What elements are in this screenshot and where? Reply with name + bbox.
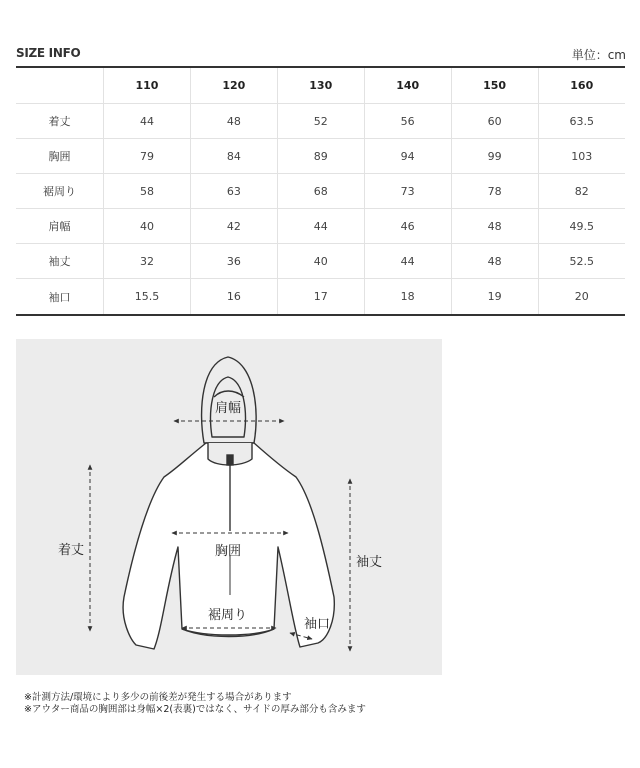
table-cell: 52.5 (538, 244, 625, 279)
cuff-label: 袖口 (304, 617, 331, 632)
table-cell: 15.5 (104, 279, 191, 316)
table-cell: 52 (277, 104, 364, 139)
size-column-header: 160 (538, 67, 625, 104)
table-cell: 40 (277, 244, 364, 279)
chest-label: 胸囲 (215, 544, 242, 559)
table-cell: 79 (104, 139, 191, 174)
table-cell: 42 (190, 209, 277, 244)
table-cell: 16 (190, 279, 277, 316)
table-cell: 60 (451, 104, 538, 139)
table-cell: 63.5 (538, 104, 625, 139)
size-info-header (16, 46, 626, 64)
shoulder-label: 肩幅 (215, 401, 242, 416)
table-cell: 58 (104, 174, 191, 209)
size-column-header: 120 (190, 67, 277, 104)
note-line: ※アウター商品の胸囲部は身幅×2(表裏)ではなく、サイドの厚み部分も含みます (24, 704, 366, 715)
row-label: 肩幅 (16, 209, 104, 244)
table-cell: 18 (364, 279, 451, 316)
table-cell: 68 (277, 174, 364, 209)
size-table (16, 66, 625, 316)
table-cell: 32 (104, 244, 191, 279)
table-cell: 44 (104, 104, 191, 139)
section-title: SIZE INFO (16, 46, 81, 60)
size-column-header: 140 (364, 67, 451, 104)
note-line: ※計測方法/環境により多少の前後差が発生する場合があります (24, 692, 292, 703)
table-cell: 17 (277, 279, 364, 316)
table-cell: 40 (104, 209, 191, 244)
size-column-header: 150 (451, 67, 538, 104)
length-label: 着丈 (58, 543, 85, 558)
table-cell: 56 (364, 104, 451, 139)
table-row (16, 174, 625, 209)
table-cell: 19 (451, 279, 538, 316)
row-label: 袖丈 (16, 244, 104, 279)
table-cell: 36 (190, 244, 277, 279)
size-column-header: 130 (277, 67, 364, 104)
table-row (16, 104, 625, 139)
row-label: 着丈 (16, 104, 104, 139)
table-cell: 94 (364, 139, 451, 174)
table-cell: 20 (538, 279, 625, 316)
row-label: 胸囲 (16, 139, 104, 174)
table-cell: 44 (277, 209, 364, 244)
header-corner-cell (16, 67, 104, 104)
table-cell: 48 (451, 244, 538, 279)
size-column-header: 110 (104, 67, 191, 104)
table-cell: 49.5 (538, 209, 625, 244)
table-row (16, 139, 625, 174)
jacket-illustration (16, 339, 442, 675)
table-row (16, 209, 625, 244)
sleeve-label: 袖丈 (356, 555, 383, 570)
table-cell: 82 (538, 174, 625, 209)
table-cell: 103 (538, 139, 625, 174)
row-label: 袖口 (16, 279, 104, 316)
table-row (16, 244, 625, 279)
measurement-diagram (16, 339, 442, 675)
table-row (16, 279, 625, 316)
table-cell: 48 (451, 209, 538, 244)
table-cell: 99 (451, 139, 538, 174)
hem-label: 裾周り (208, 608, 248, 623)
table-cell: 46 (364, 209, 451, 244)
row-label: 裾周り (16, 174, 104, 209)
table-cell: 84 (190, 139, 277, 174)
table-cell: 48 (190, 104, 277, 139)
notes (24, 692, 366, 716)
table-cell: 78 (451, 174, 538, 209)
table-cell: 73 (364, 174, 451, 209)
size-header-row (16, 67, 625, 104)
table-cell: 63 (190, 174, 277, 209)
unit-label: 単位：cm (571, 48, 626, 62)
table-cell: 89 (277, 139, 364, 174)
table-cell: 44 (364, 244, 451, 279)
